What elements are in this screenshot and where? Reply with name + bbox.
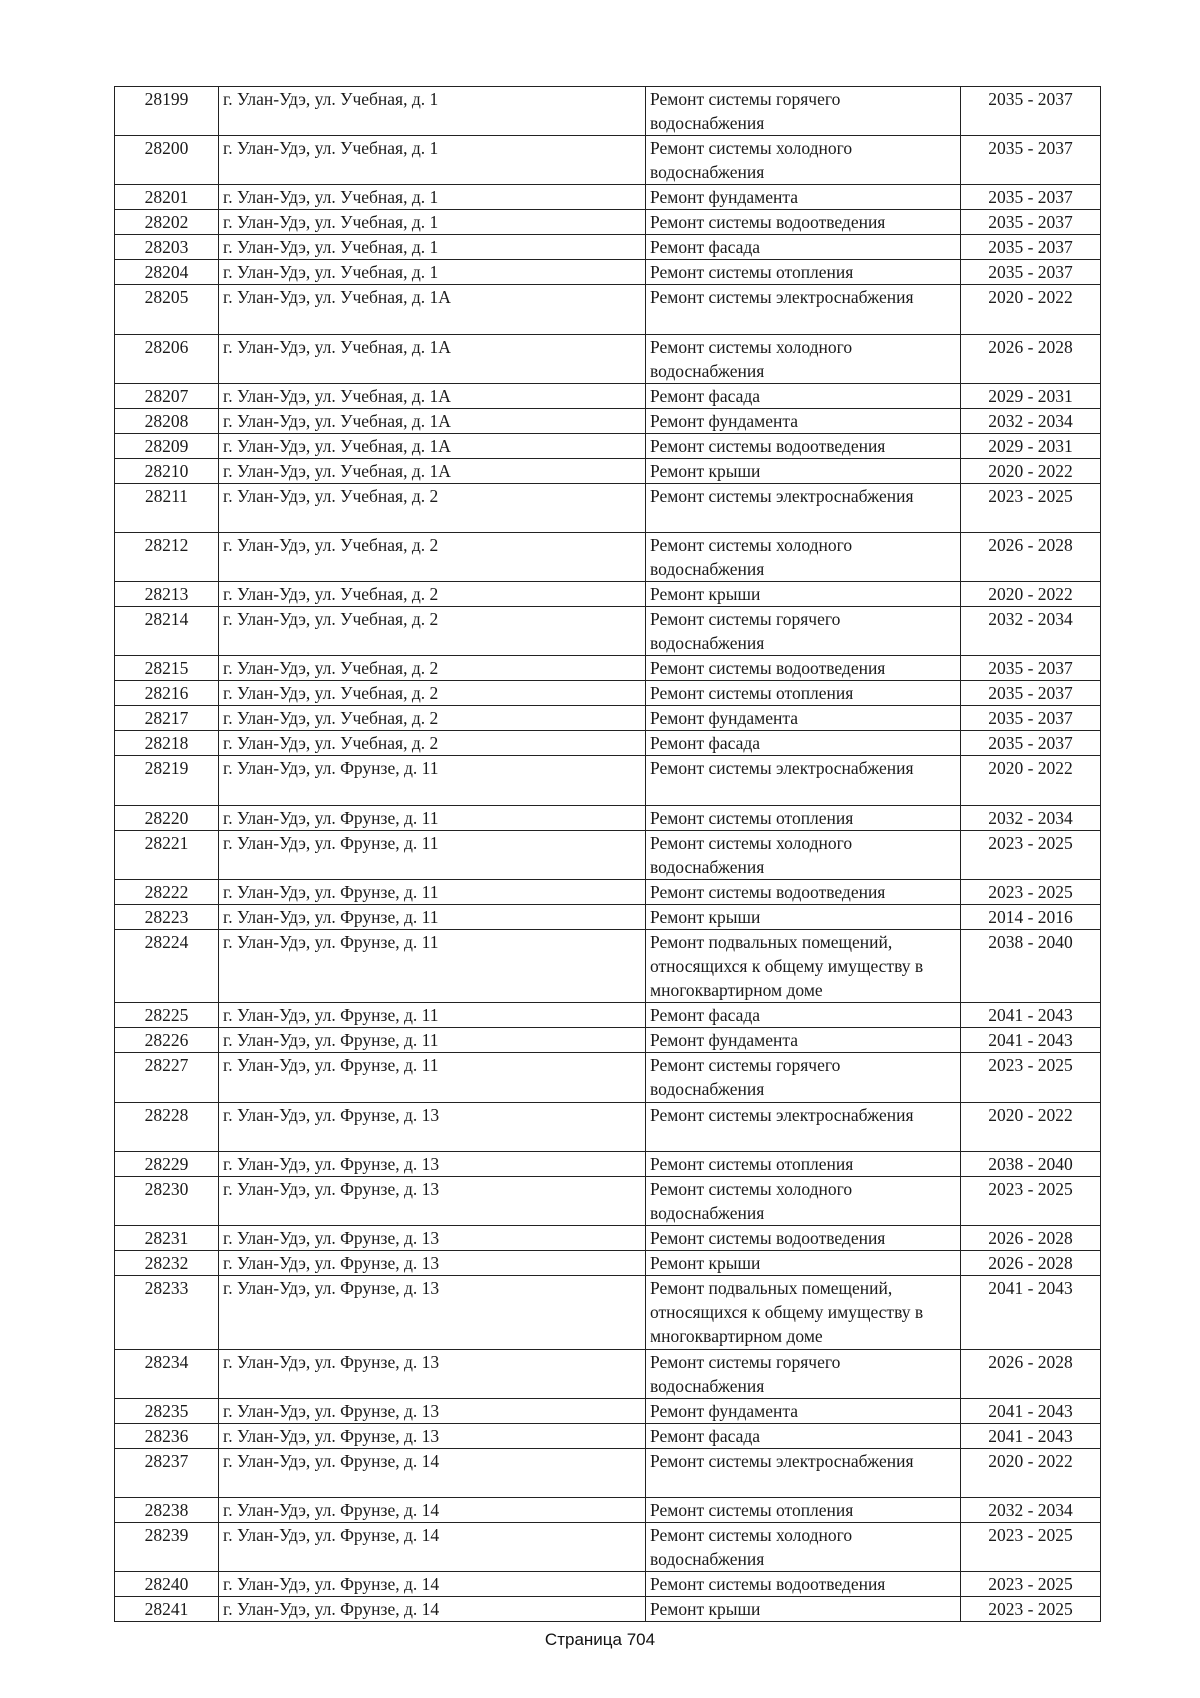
record-id-cell: 28237 — [115, 1449, 219, 1498]
period-cell: 2041 - 2043 — [961, 1424, 1101, 1449]
period-cell: 2020 - 2022 — [961, 1102, 1101, 1151]
work-type-cell: Ремонт системы электроснабжения — [646, 756, 961, 805]
address-cell: г. Улан-Удэ, ул. Фрунзе, д. 11 — [219, 805, 646, 830]
table-row — [115, 929, 1101, 1003]
period-cell: 2023 - 2025 — [961, 483, 1101, 532]
record-id-cell: 28201 — [115, 185, 219, 210]
table-row — [115, 334, 1101, 383]
record-id-cell: 28203 — [115, 235, 219, 260]
table-row — [115, 756, 1101, 805]
work-type-cell: Ремонт системы холодного водоснабжения — [646, 1523, 961, 1572]
work-type-cell: Ремонт системы отопления — [646, 260, 961, 285]
period-cell: 2029 - 2031 — [961, 383, 1101, 408]
period-cell: 2041 - 2043 — [961, 1399, 1101, 1424]
work-type-cell: Ремонт крыши — [646, 1597, 961, 1622]
record-id-cell: 28202 — [115, 210, 219, 235]
address-cell: г. Улан-Удэ, ул. Фрунзе, д. 11 — [219, 1053, 646, 1102]
work-type-cell: Ремонт фундамента — [646, 706, 961, 731]
period-cell: 2035 - 2037 — [961, 681, 1101, 706]
address-cell: г. Улан-Удэ, ул. Фрунзе, д. 14 — [219, 1449, 646, 1498]
period-cell: 2032 - 2034 — [961, 1498, 1101, 1523]
work-type-cell: Ремонт крыши — [646, 582, 961, 607]
address-cell: г. Улан-Удэ, ул. Фрунзе, д. 14 — [219, 1498, 646, 1523]
table-row — [115, 87, 1101, 136]
address-cell: г. Улан-Удэ, ул. Учебная, д. 1 — [219, 210, 646, 235]
work-type-cell: Ремонт фасада — [646, 1003, 961, 1028]
page-number: Страница 704 — [544, 1630, 656, 1649]
record-id-cell: 28205 — [115, 285, 219, 334]
period-cell: 2026 - 2028 — [961, 532, 1101, 581]
table-row — [115, 235, 1101, 260]
record-id-cell: 28230 — [115, 1176, 219, 1225]
table-row — [115, 285, 1101, 334]
address-cell: г. Улан-Удэ, ул. Фрунзе, д. 14 — [219, 1597, 646, 1622]
table-row — [115, 731, 1101, 756]
period-cell: 2041 - 2043 — [961, 1003, 1101, 1028]
table-row — [115, 607, 1101, 656]
table-row — [115, 1176, 1101, 1225]
record-id-cell: 28231 — [115, 1226, 219, 1251]
record-id-cell: 28241 — [115, 1597, 219, 1622]
table-row — [115, 433, 1101, 458]
record-id-cell: 28232 — [115, 1251, 219, 1276]
work-type-cell: Ремонт системы холодного водоснабжения — [646, 830, 961, 879]
address-cell: г. Улан-Удэ, ул. Учебная, д. 1 — [219, 185, 646, 210]
period-cell: 2023 - 2025 — [961, 1176, 1101, 1225]
work-type-cell: Ремонт подвальных помещений, относящихся к общему имуществу в многоквартирном доме — [646, 929, 961, 1003]
table-row — [115, 185, 1101, 210]
table-row — [115, 1498, 1101, 1523]
work-type-cell: Ремонт системы водоотведения — [646, 656, 961, 681]
work-type-cell: Ремонт системы горячего водоснабжения — [646, 607, 961, 656]
record-id-cell: 28204 — [115, 260, 219, 285]
work-type-cell: Ремонт системы горячего водоснабжения — [646, 87, 961, 136]
table-body — [115, 87, 1101, 1622]
address-cell: г. Улан-Удэ, ул. Фрунзе, д. 13 — [219, 1399, 646, 1424]
record-id-cell: 28220 — [115, 805, 219, 830]
period-cell: 2023 - 2025 — [961, 1597, 1101, 1622]
address-cell: г. Улан-Удэ, ул. Фрунзе, д. 11 — [219, 756, 646, 805]
work-type-cell: Ремонт крыши — [646, 904, 961, 929]
record-id-cell: 28226 — [115, 1028, 219, 1053]
address-cell: г. Улан-Удэ, ул. Учебная, д. 1 — [219, 260, 646, 285]
table-row — [115, 1151, 1101, 1176]
record-id-cell: 28234 — [115, 1349, 219, 1398]
period-cell: 2032 - 2034 — [961, 805, 1101, 830]
work-type-cell: Ремонт системы электроснабжения — [646, 1102, 961, 1151]
work-type-cell: Ремонт подвальных помещений, относящихся к общему имуществу в многоквартирном доме — [646, 1276, 961, 1350]
work-type-cell: Ремонт фасада — [646, 1424, 961, 1449]
table-row — [115, 582, 1101, 607]
table-row — [115, 805, 1101, 830]
record-id-cell: 28218 — [115, 731, 219, 756]
work-type-cell: Ремонт фундамента — [646, 1399, 961, 1424]
address-cell: г. Улан-Удэ, ул. Учебная, д. 1А — [219, 433, 646, 458]
period-cell: 2032 - 2034 — [961, 607, 1101, 656]
record-id-cell: 28209 — [115, 433, 219, 458]
repair-schedule-table — [114, 86, 1101, 1622]
work-type-cell: Ремонт системы отопления — [646, 1151, 961, 1176]
address-cell: г. Улан-Удэ, ул. Учебная, д. 2 — [219, 706, 646, 731]
table-row — [115, 408, 1101, 433]
address-cell: г. Улан-Удэ, ул. Учебная, д. 1А — [219, 383, 646, 408]
record-id-cell: 28221 — [115, 830, 219, 879]
table-row — [115, 706, 1101, 731]
record-id-cell: 28219 — [115, 756, 219, 805]
address-cell: г. Улан-Удэ, ул. Учебная, д. 1А — [219, 334, 646, 383]
period-cell: 2023 - 2025 — [961, 1523, 1101, 1572]
address-cell: г. Улан-Удэ, ул. Фрунзе, д. 14 — [219, 1523, 646, 1572]
period-cell: 2023 - 2025 — [961, 830, 1101, 879]
table-row — [115, 1003, 1101, 1028]
address-cell: г. Улан-Удэ, ул. Учебная, д. 2 — [219, 582, 646, 607]
work-type-cell: Ремонт фундамента — [646, 1028, 961, 1053]
address-cell: г. Улан-Удэ, ул. Фрунзе, д. 11 — [219, 830, 646, 879]
table-row — [115, 483, 1101, 532]
record-id-cell: 28238 — [115, 1498, 219, 1523]
work-type-cell: Ремонт системы холодного водоснабжения — [646, 532, 961, 581]
record-id-cell: 28217 — [115, 706, 219, 731]
table-row — [115, 1523, 1101, 1572]
table-row — [115, 1399, 1101, 1424]
record-id-cell: 28207 — [115, 383, 219, 408]
address-cell: г. Улан-Удэ, ул. Фрунзе, д. 11 — [219, 904, 646, 929]
work-type-cell: Ремонт системы горячего водоснабжения — [646, 1349, 961, 1398]
work-type-cell: Ремонт фасада — [646, 383, 961, 408]
period-cell: 2023 - 2025 — [961, 1053, 1101, 1102]
record-id-cell: 28210 — [115, 458, 219, 483]
record-id-cell: 28208 — [115, 408, 219, 433]
table-row — [115, 383, 1101, 408]
work-type-cell: Ремонт системы водоотведения — [646, 433, 961, 458]
period-cell: 2035 - 2037 — [961, 235, 1101, 260]
address-cell: г. Улан-Удэ, ул. Учебная, д. 2 — [219, 483, 646, 532]
work-type-cell: Ремонт системы отопления — [646, 681, 961, 706]
period-cell: 2023 - 2025 — [961, 879, 1101, 904]
work-type-cell: Ремонт системы электроснабжения — [646, 483, 961, 532]
address-cell: г. Улан-Удэ, ул. Учебная, д. 2 — [219, 681, 646, 706]
record-id-cell: 28214 — [115, 607, 219, 656]
period-cell: 2029 - 2031 — [961, 433, 1101, 458]
table-row — [115, 681, 1101, 706]
table-row — [115, 1424, 1101, 1449]
table-row — [115, 1349, 1101, 1398]
address-cell: г. Улан-Удэ, ул. Фрунзе, д. 11 — [219, 879, 646, 904]
table-row — [115, 136, 1101, 185]
address-cell: г. Улан-Удэ, ул. Фрунзе, д. 13 — [219, 1349, 646, 1398]
work-type-cell: Ремонт крыши — [646, 1251, 961, 1276]
period-cell: 2023 - 2025 — [961, 1572, 1101, 1597]
work-type-cell: Ремонт системы водоотведения — [646, 210, 961, 235]
table-row — [115, 458, 1101, 483]
period-cell: 2026 - 2028 — [961, 1251, 1101, 1276]
table-row — [115, 830, 1101, 879]
address-cell: г. Улан-Удэ, ул. Фрунзе, д. 11 — [219, 1003, 646, 1028]
work-type-cell: Ремонт системы холодного водоснабжения — [646, 1176, 961, 1225]
address-cell: г. Улан-Удэ, ул. Фрунзе, д. 14 — [219, 1572, 646, 1597]
table-row — [115, 1226, 1101, 1251]
record-id-cell: 28239 — [115, 1523, 219, 1572]
period-cell: 2038 - 2040 — [961, 929, 1101, 1003]
address-cell: г. Улан-Удэ, ул. Учебная, д. 1А — [219, 458, 646, 483]
work-type-cell: Ремонт системы отопления — [646, 1498, 961, 1523]
table-row — [115, 879, 1101, 904]
address-cell: г. Улан-Удэ, ул. Фрунзе, д. 13 — [219, 1226, 646, 1251]
period-cell: 2020 - 2022 — [961, 458, 1101, 483]
record-id-cell: 28213 — [115, 582, 219, 607]
work-type-cell: Ремонт фундамента — [646, 408, 961, 433]
address-cell: г. Улан-Удэ, ул. Учебная, д. 1 — [219, 87, 646, 136]
record-id-cell: 28240 — [115, 1572, 219, 1597]
record-id-cell: 28223 — [115, 904, 219, 929]
work-type-cell: Ремонт системы отопления — [646, 805, 961, 830]
period-cell: 2035 - 2037 — [961, 136, 1101, 185]
record-id-cell: 28222 — [115, 879, 219, 904]
address-cell: г. Улан-Удэ, ул. Учебная, д. 2 — [219, 607, 646, 656]
address-cell: г. Улан-Удэ, ул. Фрунзе, д. 11 — [219, 929, 646, 1003]
work-type-cell: Ремонт системы электроснабжения — [646, 1449, 961, 1498]
record-id-cell: 28200 — [115, 136, 219, 185]
record-id-cell: 28229 — [115, 1151, 219, 1176]
table-row — [115, 1449, 1101, 1498]
work-type-cell: Ремонт фасада — [646, 235, 961, 260]
period-cell: 2020 - 2022 — [961, 582, 1101, 607]
work-type-cell: Ремонт системы водоотведения — [646, 879, 961, 904]
record-id-cell: 28212 — [115, 532, 219, 581]
address-cell: г. Улан-Удэ, ул. Фрунзе, д. 13 — [219, 1276, 646, 1350]
record-id-cell: 28215 — [115, 656, 219, 681]
table-row — [115, 1251, 1101, 1276]
record-id-cell: 28228 — [115, 1102, 219, 1151]
repair-schedule-table-wrapper — [114, 86, 1100, 1622]
table-row — [115, 532, 1101, 581]
address-cell: г. Улан-Удэ, ул. Учебная, д. 2 — [219, 532, 646, 581]
work-type-cell: Ремонт системы водоотведения — [646, 1572, 961, 1597]
work-type-cell: Ремонт системы холодного водоснабжения — [646, 136, 961, 185]
address-cell: г. Улан-Удэ, ул. Фрунзе, д. 13 — [219, 1176, 646, 1225]
address-cell: г. Улан-Удэ, ул. Учебная, д. 1А — [219, 285, 646, 334]
address-cell: г. Улан-Удэ, ул. Учебная, д. 2 — [219, 731, 646, 756]
work-type-cell: Ремонт фасада — [646, 731, 961, 756]
record-id-cell: 28235 — [115, 1399, 219, 1424]
period-cell: 2035 - 2037 — [961, 731, 1101, 756]
period-cell: 2032 - 2034 — [961, 408, 1101, 433]
table-row — [115, 1028, 1101, 1053]
period-cell: 2035 - 2037 — [961, 87, 1101, 136]
address-cell: г. Улан-Удэ, ул. Фрунзе, д. 11 — [219, 1028, 646, 1053]
record-id-cell: 28227 — [115, 1053, 219, 1102]
record-id-cell: 28216 — [115, 681, 219, 706]
table-row — [115, 260, 1101, 285]
work-type-cell: Ремонт системы электроснабжения — [646, 285, 961, 334]
period-cell: 2035 - 2037 — [961, 656, 1101, 681]
address-cell: г. Улан-Удэ, ул. Учебная, д. 2 — [219, 656, 646, 681]
record-id-cell: 28236 — [115, 1424, 219, 1449]
record-id-cell: 28224 — [115, 929, 219, 1003]
period-cell: 2041 - 2043 — [961, 1028, 1101, 1053]
period-cell: 2020 - 2022 — [961, 756, 1101, 805]
period-cell: 2026 - 2028 — [961, 1349, 1101, 1398]
work-type-cell: Ремонт системы водоотведения — [646, 1226, 961, 1251]
period-cell: 2014 - 2016 — [961, 904, 1101, 929]
work-type-cell: Ремонт системы холодного водоснабжения — [646, 334, 961, 383]
period-cell: 2035 - 2037 — [961, 210, 1101, 235]
table-row — [115, 1102, 1101, 1151]
record-id-cell: 28225 — [115, 1003, 219, 1028]
table-row — [115, 656, 1101, 681]
work-type-cell: Ремонт системы горячего водоснабжения — [646, 1053, 961, 1102]
period-cell: 2026 - 2028 — [961, 334, 1101, 383]
address-cell: г. Улан-Удэ, ул. Учебная, д. 1 — [219, 136, 646, 185]
period-cell: 2035 - 2037 — [961, 706, 1101, 731]
period-cell: 2035 - 2037 — [961, 260, 1101, 285]
address-cell: г. Улан-Удэ, ул. Учебная, д. 1 — [219, 235, 646, 260]
table-row — [115, 1053, 1101, 1102]
period-cell: 2035 - 2037 — [961, 185, 1101, 210]
record-id-cell: 28206 — [115, 334, 219, 383]
address-cell: г. Улан-Удэ, ул. Учебная, д. 1А — [219, 408, 646, 433]
period-cell: 2020 - 2022 — [961, 285, 1101, 334]
address-cell: г. Улан-Удэ, ул. Фрунзе, д. 13 — [219, 1251, 646, 1276]
period-cell: 2041 - 2043 — [961, 1276, 1101, 1350]
table-row — [115, 1572, 1101, 1597]
work-type-cell: Ремонт фундамента — [646, 185, 961, 210]
record-id-cell: 28211 — [115, 483, 219, 532]
period-cell: 2038 - 2040 — [961, 1151, 1101, 1176]
work-type-cell: Ремонт крыши — [646, 458, 961, 483]
address-cell: г. Улан-Удэ, ул. Фрунзе, д. 13 — [219, 1424, 646, 1449]
table-row — [115, 1597, 1101, 1622]
table-row — [115, 1276, 1101, 1350]
record-id-cell: 28199 — [115, 87, 219, 136]
period-cell: 2020 - 2022 — [961, 1449, 1101, 1498]
table-row — [115, 904, 1101, 929]
record-id-cell: 28233 — [115, 1276, 219, 1350]
table-row — [115, 210, 1101, 235]
period-cell: 2026 - 2028 — [961, 1226, 1101, 1251]
address-cell: г. Улан-Удэ, ул. Фрунзе, д. 13 — [219, 1151, 646, 1176]
address-cell: г. Улан-Удэ, ул. Фрунзе, д. 13 — [219, 1102, 646, 1151]
